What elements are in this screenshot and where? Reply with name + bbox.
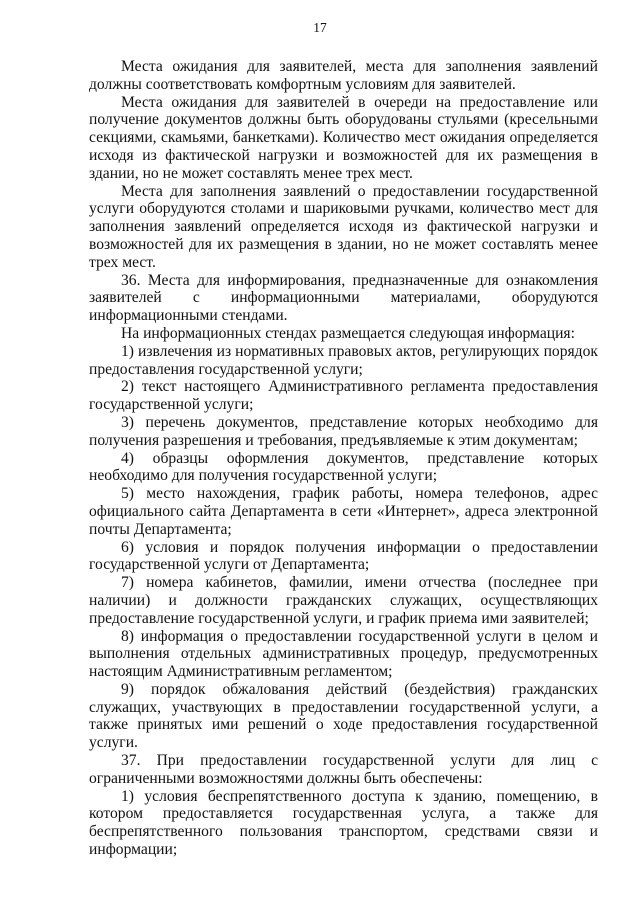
paragraph: 4) образцы оформления документов, представление которых необходимо для получения государственной услуги; — [89, 449, 598, 485]
paragraph: 1) извлечения из нормативных правовых актов, регулирующих порядок предоставления государственной услуги; — [89, 342, 598, 378]
paragraph: 3) перечень документов, представление которых необходимо для получения разрешения и требования, предъявляемые к этим документам; — [89, 413, 598, 449]
paragraph: Места ожидания для заявителей в очереди на предоставление или получение документов должны быть оборудованы стульями (кресельными секциями, скамьями, банкетками). Количество мест ожидания определяется исходя из фактической нагрузки и возможностей для их размещения в здании, но не может составлять менее трех мест. — [89, 93, 598, 182]
paragraph: 8) информация о предоставлении государственной услуги в целом и выполнения отдельных административных процедур, предусмотренных настоящим Административным регламентом; — [89, 627, 598, 681]
paragraph: Места для заполнения заявлений о предоставлении государственной услуги оборудуются столами и шариковыми ручками, количество мест для заполнения заявлений определяется исходя из фактической нагрузки и возможностей для их размещения в здании, но не может составлять менее трех мест. — [89, 182, 598, 271]
page-number: 17 — [313, 20, 327, 35]
paragraph: 5) место нахождения, график работы, номера телефонов, адрес официального сайта Департамента в сети «Интернет», адреса электронной почты Департамента; — [89, 485, 598, 538]
paragraph: Места ожидания для заявителей, места для заполнения заявлений должны соответствовать комфортным условиям для заявителей. — [89, 58, 598, 93]
paragraph: 9) порядок обжалования действий (бездействия) гражданских служащих, участвующих в предоставлении государственной услуги, а также принятых ими решений о ходе предоставления государственной услуги. — [89, 680, 598, 752]
paragraph: 7) номера кабинетов, фамилии, имени отчества (последнее при наличии) и должности гражданских служащих, осуществляющих предоставление государственной услуги, и график приема ими заявителей; — [89, 574, 598, 627]
paragraph: 36. Места для информирования, предназначенные для ознакомления заявителей с информационными материалами, оборудуются информационными стендами. — [89, 271, 598, 325]
document-body — [89, 58, 598, 859]
paragraph: 2) текст настоящего Административного регламента предоставления государственной услуги; — [89, 378, 598, 414]
paragraph: 6) условия и порядок получения информации о предоставлении государственной услуги от Департамента; — [89, 538, 598, 574]
paragraph: На информационных стендах размещается следующая информация: — [121, 324, 575, 342]
paragraph: 1) условия беспрепятственного доступа к зданию, помещению, в котором предоставляется государственная услуга, а также для беспрепятственного пользования транспортом, средствами связи и информации; — [89, 787, 598, 859]
paragraph: 37. При предоставлении государственной услуги для лиц с ограниченными возможностями должны быть обеспечены: — [89, 752, 598, 787]
